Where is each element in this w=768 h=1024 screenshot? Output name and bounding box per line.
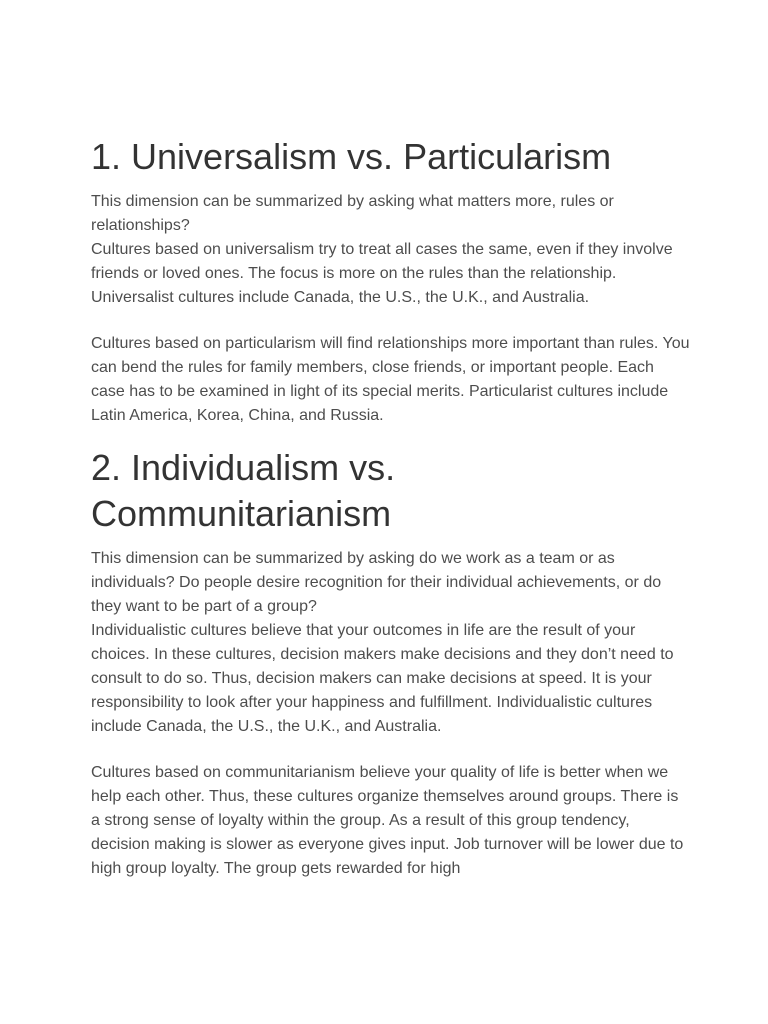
paragraph: This dimension can be summarized by asking what matters more, rules or relationships?	[91, 193, 614, 234]
paragraph-spacer	[91, 310, 691, 332]
paragraph-spacer	[91, 739, 691, 761]
paragraph: This dimension can be summarized by asking do we work as a team or as individuals? Do people desire recognition for their individual achievements, or do they want to be part of a group?	[91, 550, 662, 615]
paragraph: Cultures based on communitarianism believe your quality of life is better when we help each other. Thus, these cultures organize themselves around groups. There is a strong sense of loyalty within the group. As a result of this group tendency, decision making is slower as everyone gives input. Job turnover will be lower due to high group loyalty. The group gets rewarded for high	[91, 764, 684, 877]
document-page	[91, 134, 691, 881]
paragraph: Cultures based on universalism try to treat all cases the same, even if they involve friends or loved ones. The focus is more on the rules than the relationship. Universalist cultures include Canada, the U.S., the U.K., and Australia.	[91, 241, 673, 306]
section-heading-universalism: 1. Universalism vs. Particularism	[91, 136, 612, 177]
section-heading-individualism: 2. Individualism vs. Communitarianism	[91, 447, 396, 534]
paragraph: Individualistic cultures believe that your outcomes in life are the result of your choices. In these cultures, decision makers make decisions and they don’t need to consult to do so. Thus, decision makers can make decisions at speed. It is your responsibility to look after your happiness and fulfillment. Individualistic cultures include Canada, the U.S., the U.K., and Australia.	[91, 622, 674, 735]
section-spacer	[91, 428, 691, 445]
paragraph: Cultures based on particularism will find relationships more important than rules. You can bend the rules for family members, close friends, or important people. Each case has to be examined in light of its special merits. Particularist cultures include Latin America, Korea, China, and Russia.	[91, 335, 690, 424]
